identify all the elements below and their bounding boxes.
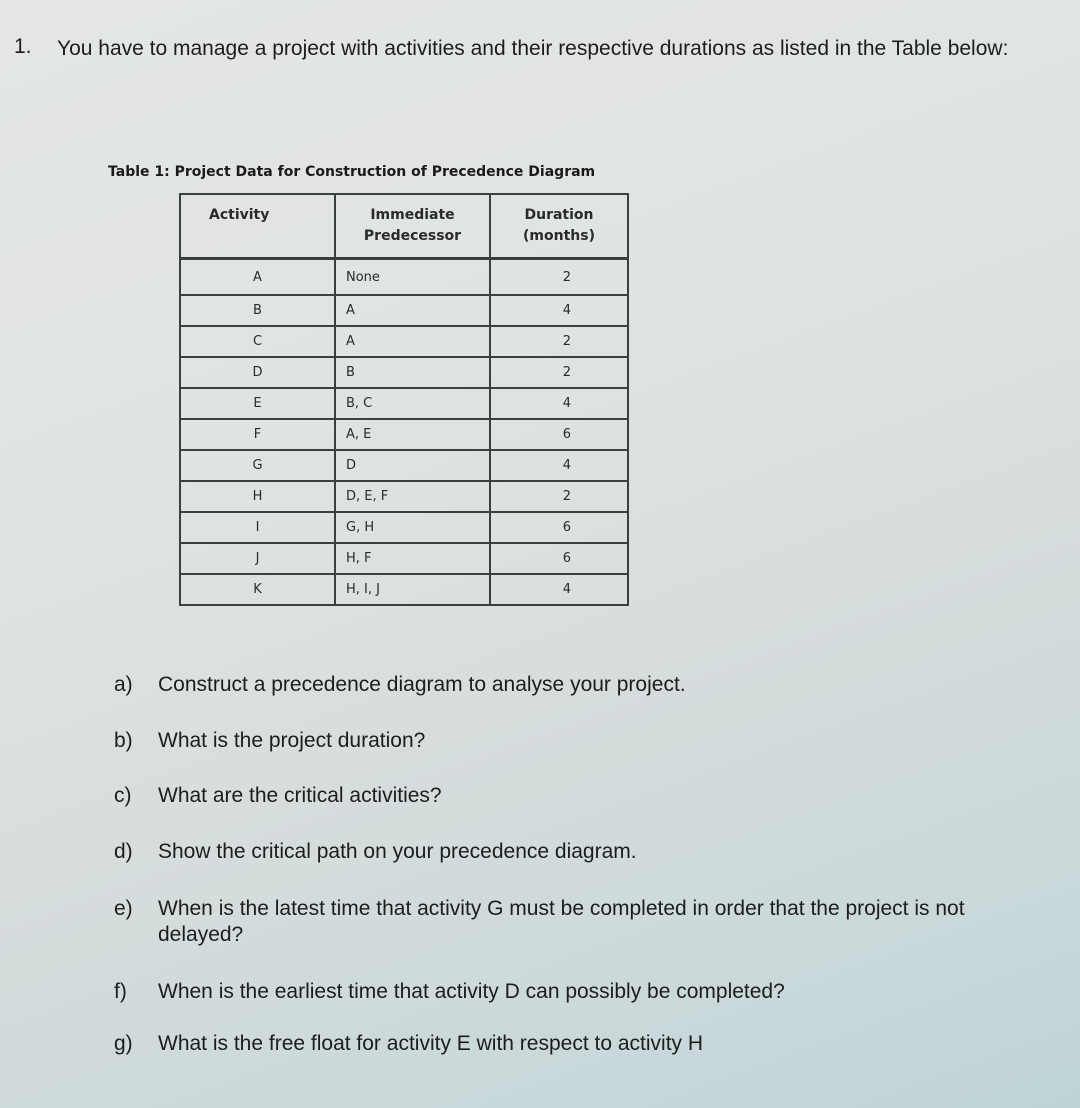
- subquestion-text: What is the project duration?: [158, 729, 426, 752]
- header-activity: [180, 194, 335, 259]
- cell-predecessor: A: [335, 326, 490, 357]
- cell-activity: J: [180, 543, 335, 574]
- cell-activity: I: [180, 512, 335, 543]
- cell-predecessor: A: [335, 295, 490, 326]
- table-row: [180, 259, 628, 296]
- subquestion-text: What are the critical activities?: [158, 784, 442, 807]
- table-row: [180, 481, 628, 512]
- question-number: 1.: [14, 35, 32, 58]
- cell-predecessor: G, H: [335, 512, 490, 543]
- header-duration-line1: Duration: [524, 207, 594, 223]
- cell-duration: 2: [490, 481, 628, 512]
- cell-duration: 4: [490, 574, 628, 605]
- cell-predecessor: H, I, J: [335, 574, 490, 605]
- subquestion-letter: f): [114, 980, 127, 1003]
- subquestion-letter: c): [114, 784, 132, 807]
- cell-activity: E: [180, 388, 335, 419]
- table-row: [180, 543, 628, 574]
- subquestion-text: When is the earliest time that activity D can possibly be completed?: [158, 980, 785, 1003]
- header-duration: [490, 194, 628, 259]
- header-duration-line2: (months): [523, 228, 595, 244]
- cell-predecessor: H, F: [335, 543, 490, 574]
- cell-duration: 2: [490, 357, 628, 388]
- cell-activity: H: [180, 481, 335, 512]
- cell-duration: 6: [490, 543, 628, 574]
- cell-activity: K: [180, 574, 335, 605]
- cell-duration: 4: [490, 388, 628, 419]
- cell-predecessor: D, E, F: [335, 481, 490, 512]
- cell-duration: 4: [490, 295, 628, 326]
- cell-duration: 6: [490, 512, 628, 543]
- subquestion-text: What is the free float for activity E with respect to activity H: [158, 1032, 704, 1055]
- question-text: You have to manage a project with activities and their respective durations as listed in the Table below:: [57, 37, 1009, 60]
- cell-predecessor: D: [335, 450, 490, 481]
- header-activity-label: Activity: [209, 207, 270, 223]
- table-caption: Table 1: Project Data for Construction of Precedence Diagram: [108, 164, 596, 180]
- cell-predecessor: None: [335, 259, 490, 296]
- table-row: [180, 295, 628, 326]
- cell-activity: F: [180, 419, 335, 450]
- cell-activity: G: [180, 450, 335, 481]
- table-header-row: [180, 194, 628, 259]
- cell-predecessor: B: [335, 357, 490, 388]
- header-predecessor: [335, 194, 490, 259]
- table-row: [180, 419, 628, 450]
- table-row: [180, 574, 628, 605]
- cell-duration: 2: [490, 326, 628, 357]
- header-predecessor-line2: Predecessor: [363, 228, 462, 244]
- cell-activity: D: [180, 357, 335, 388]
- table-row: [180, 357, 628, 388]
- table-row: [180, 512, 628, 543]
- cell-activity: A: [180, 259, 335, 296]
- cell-activity: B: [180, 295, 335, 326]
- subquestion-text: Construct a precedence diagram to analyse your project.: [158, 673, 686, 696]
- subquestion-text: Show the critical path on your precedence diagram.: [158, 840, 637, 863]
- cell-activity: C: [180, 326, 335, 357]
- cell-predecessor: A, E: [335, 419, 490, 450]
- subquestion-text: When is the latest time that activity G must be completed in order that the project is not delayed?: [158, 897, 965, 946]
- cell-duration: 2: [490, 259, 628, 296]
- subquestion-letter: g): [114, 1032, 133, 1055]
- project-data-table: [179, 193, 629, 606]
- subquestion-letter: b): [114, 729, 133, 752]
- cell-duration: 6: [490, 419, 628, 450]
- cell-predecessor: B, C: [335, 388, 490, 419]
- table-row: [180, 450, 628, 481]
- table-row: [180, 388, 628, 419]
- table-row: [180, 326, 628, 357]
- subquestion-letter: d): [114, 840, 133, 863]
- cell-duration: 4: [490, 450, 628, 481]
- subquestion-letter: e): [114, 897, 133, 920]
- header-predecessor-line1: Immediate: [370, 207, 455, 223]
- subquestion-letter: a): [114, 673, 133, 696]
